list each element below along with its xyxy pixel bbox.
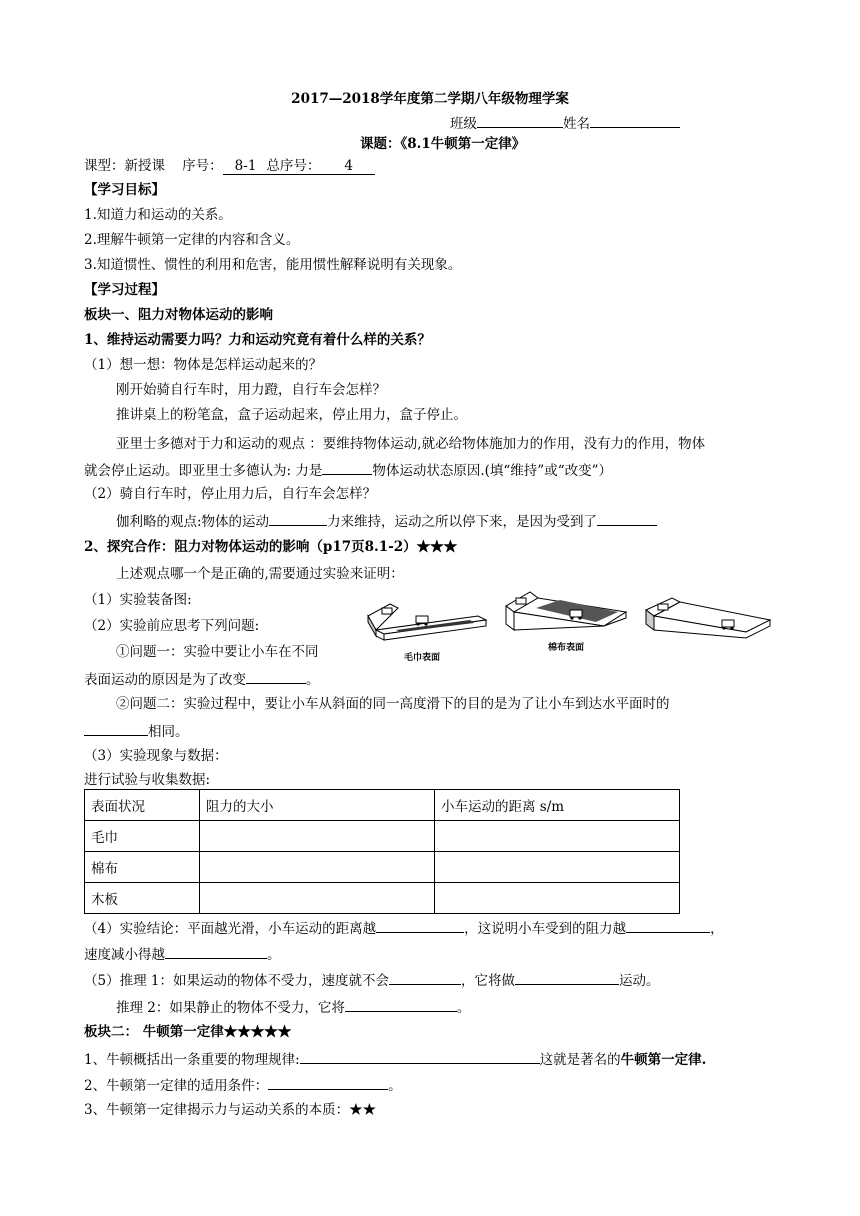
answer-blank[interactable] bbox=[165, 944, 267, 959]
table-cell[interactable] bbox=[200, 883, 435, 914]
answer-blank[interactable] bbox=[300, 1049, 540, 1064]
wood-setup bbox=[646, 598, 770, 638]
q1-part2: （2）骑自行车时，停止用力后，自行车会怎样？ bbox=[84, 486, 377, 502]
q2-intro: 上述观点哪一个是正确的,需要通过实验来证明： bbox=[116, 566, 404, 582]
topic: 课题：《8.1牛顿第一定律》 bbox=[360, 136, 526, 152]
experiment-figure bbox=[360, 586, 780, 666]
answer-blank[interactable] bbox=[246, 669, 306, 684]
answer-blank[interactable] bbox=[84, 721, 148, 736]
answer-blank[interactable] bbox=[345, 997, 457, 1012]
cotton-label: 棉布表面 bbox=[548, 643, 585, 653]
answer-blank[interactable] bbox=[269, 511, 327, 526]
answer-blank[interactable] bbox=[626, 918, 710, 933]
table-cell[interactable] bbox=[435, 852, 680, 883]
q2-problem1: ①问题一：实验中要让小车在不同 bbox=[116, 644, 319, 660]
table-row bbox=[85, 821, 680, 852]
table-header-row bbox=[85, 790, 680, 821]
q1-bike: 刚开始骑自行车时，用力蹬，自行车会怎样？ bbox=[116, 382, 386, 398]
answer-blank[interactable] bbox=[597, 511, 657, 526]
class-label: 班级 bbox=[450, 116, 477, 132]
table-cell[interactable] bbox=[435, 821, 680, 852]
newton-3: 3、牛顿第一定律揭示力与运动关系的本质：★★ bbox=[84, 1102, 377, 1118]
q1-part1: （1）想一想：物体是怎样运动起来的？ bbox=[84, 357, 323, 373]
goals-heading: 【学习目标】 bbox=[84, 182, 165, 198]
q2-part4: （4）实验结论：平面越光滑，小车运动的距离越 ，这说明小车受到的阻力越 ， bbox=[84, 918, 724, 938]
question-2: 2、探究合作：阻力对物体运动的影响（p17页8.1-2）★★★ bbox=[84, 539, 458, 555]
q2-part5-2: 推理 2：如果静止的物体不受力，它将 。 bbox=[116, 997, 470, 1017]
table-header-cell: 表面状况 bbox=[85, 790, 200, 821]
table-row bbox=[85, 852, 680, 883]
block1-heading: 板块一、阻力对物体运动的影响 bbox=[84, 307, 273, 323]
goal-2: 2.理解牛顿第一定律的内容和含义。 bbox=[84, 232, 300, 248]
table-cell: 棉布 bbox=[85, 852, 200, 883]
q1-chalkbox: 推讲桌上的粉笔盒，盒子运动起来，停止用力，盒子停止。 bbox=[116, 407, 467, 423]
q1-aristotle-blank-line: 就会停止运动。即亚里士多德认为: 力是 物体运动状态原因.(填“维持”或“改变”） bbox=[84, 460, 612, 480]
table-cell[interactable] bbox=[200, 852, 435, 883]
answer-blank[interactable] bbox=[515, 970, 619, 985]
q2-part3: （3）实验现象与数据： bbox=[84, 748, 228, 764]
newton-2: 2、牛顿第一定律的适用条件： 。 bbox=[84, 1075, 402, 1095]
table-cell: 毛巾 bbox=[85, 821, 200, 852]
goal-1: 1.知道力和运动的关系。 bbox=[84, 207, 232, 223]
q2-part2: （2）实验前应思考下列问题: bbox=[84, 618, 260, 634]
table-cell: 木板 bbox=[85, 883, 200, 914]
q1-galileo-line: 伽利略的观点:物体的运动 力来维持，运动之所以停下来，是因为受到了 bbox=[116, 511, 657, 531]
meta-line: 课型：新授课 序号： 8-1 总序号： 4 bbox=[84, 157, 375, 175]
data-table bbox=[84, 789, 680, 914]
table-header-cell: 阻力的大小 bbox=[200, 790, 435, 821]
cotton-setup bbox=[506, 592, 626, 630]
q1-aristotle: 亚里士多德对于力和运动的观点 ：要维持物体运动,就必给物体施加力的作用，没有力的作用，物体 bbox=[116, 436, 706, 452]
table-header-cell: 小车运动的距离 s/m bbox=[435, 790, 680, 821]
q2-collect: 进行试验与收集数据: bbox=[84, 772, 211, 788]
q2-part1: （1）实验装备图: bbox=[84, 592, 192, 608]
q2-problem1-cont: 表面运动的原因是为了改变 。 bbox=[84, 669, 320, 689]
towel-label: 毛巾表面 bbox=[404, 653, 441, 663]
name-label: 姓名 bbox=[563, 116, 590, 132]
class-name-line bbox=[450, 113, 680, 133]
table-row bbox=[85, 883, 680, 914]
goal-3: 3.知道惯性、惯性的利用和危害，能用惯性解释说明有关现象。 bbox=[84, 257, 462, 273]
answer-blank[interactable] bbox=[268, 1075, 388, 1090]
q2-part4-cont: 速度减小得越 。 bbox=[84, 944, 281, 964]
towel-setup bbox=[368, 604, 486, 640]
block2-heading: 板块二： 牛顿第一定律★★★★★ bbox=[84, 1024, 292, 1040]
answer-blank[interactable] bbox=[389, 970, 461, 985]
table-cell[interactable] bbox=[435, 883, 680, 914]
q2-problem2: ②问题二：实验过程中，要让小车从斜面的同一高度滑下的目的是为了让小车到达水平面时的 bbox=[116, 696, 670, 712]
table-cell[interactable] bbox=[200, 821, 435, 852]
process-heading: 【学习过程】 bbox=[84, 282, 165, 298]
doc-title: 2017—2018学年度第二学期八年级物理学案 bbox=[291, 91, 569, 107]
newton-1: 1、牛顿概括出一条重要的物理规律: 这就是著名的牛顿第一定律. bbox=[84, 1049, 706, 1069]
answer-blank[interactable] bbox=[322, 460, 372, 475]
q2-part5: （5）推理 1：如果运动的物体不受力，速度就不会 ，它将做 运动。 bbox=[84, 970, 659, 990]
question-1: 1、维持运动需要力吗？力和运动究竟有着什么样的关系？ bbox=[84, 332, 431, 348]
answer-blank[interactable] bbox=[376, 918, 464, 933]
q2-problem2-cont: 相同。 bbox=[84, 721, 189, 741]
